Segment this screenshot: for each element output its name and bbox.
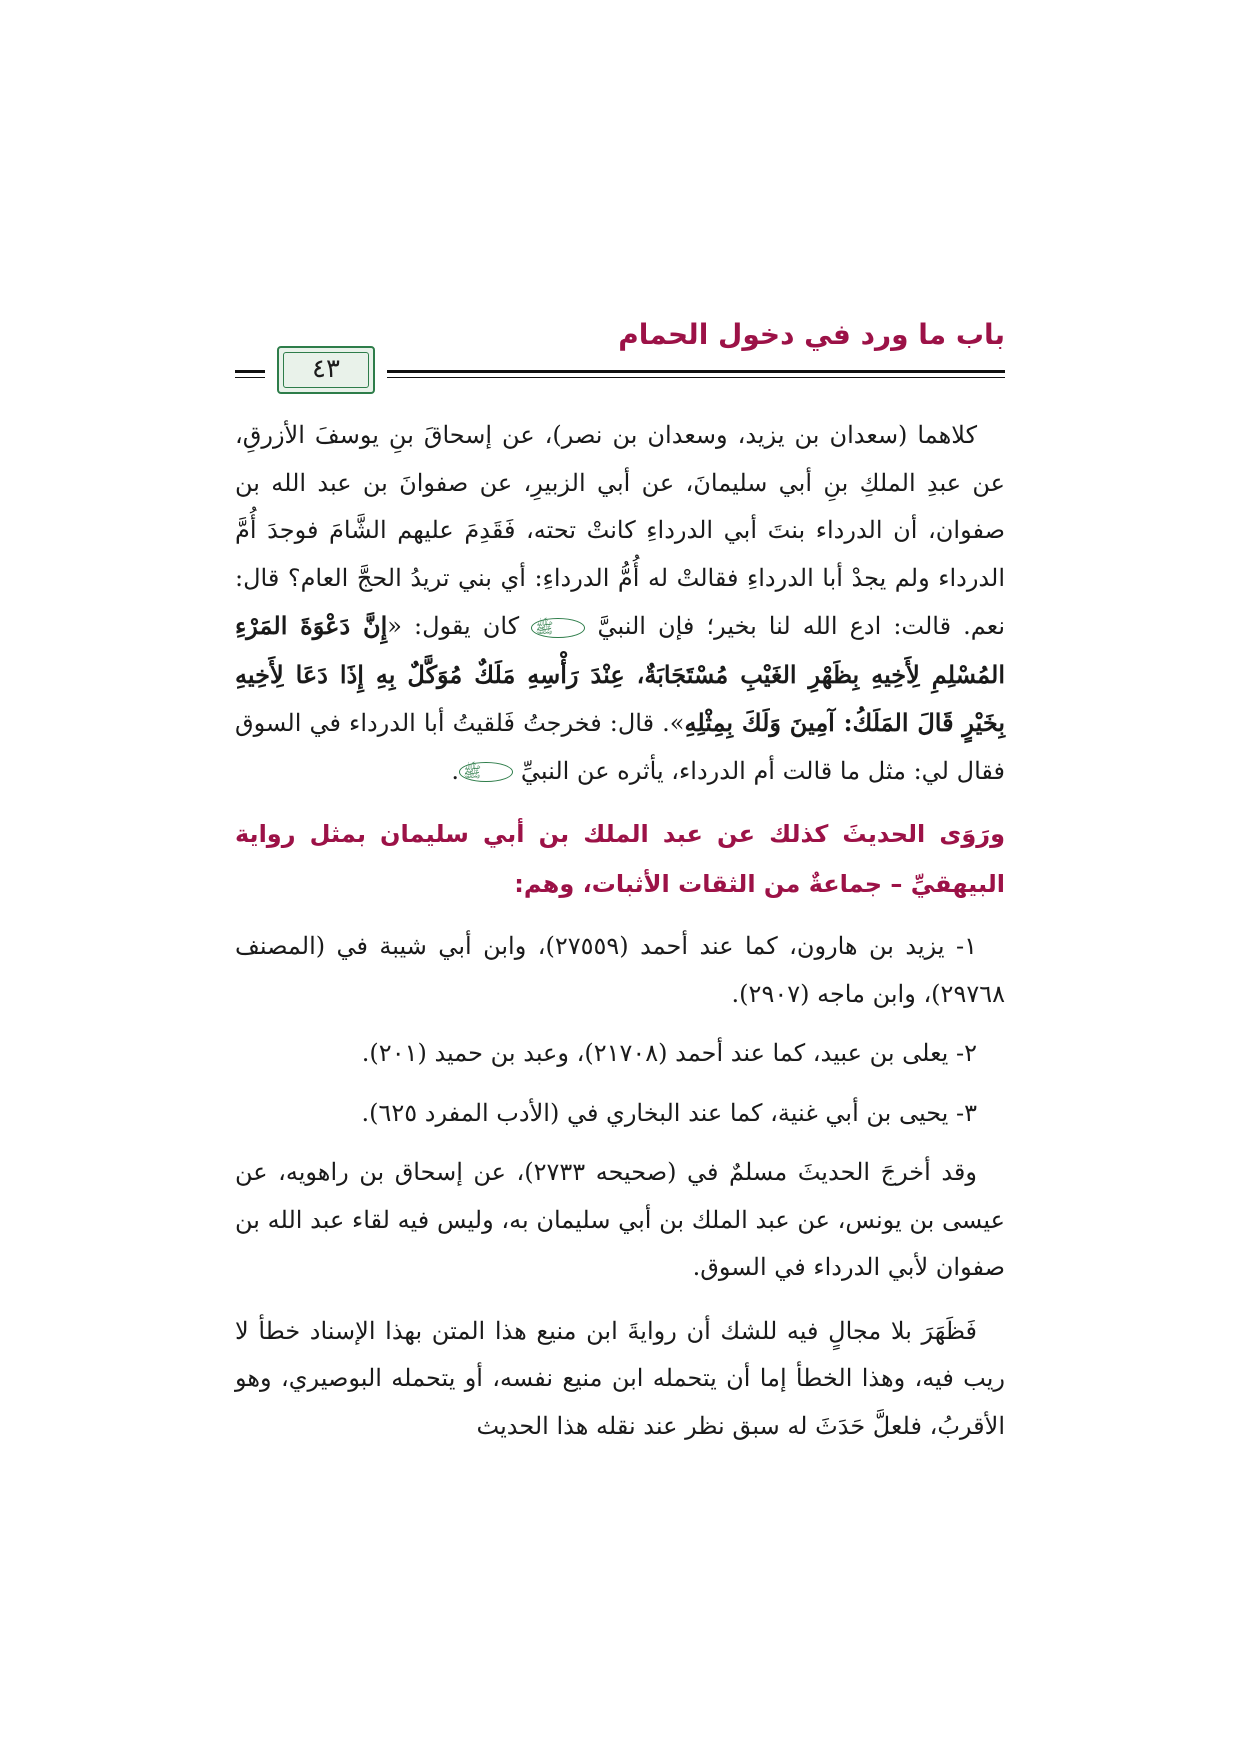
salawat-icon: ﷺ <box>531 618 585 638</box>
page-number-frame <box>277 346 375 394</box>
list-item: ٢- يعلى بن عبيد، كما عند أحمد (٢١٧٠٨)، وعبد بن حميد (٢٠١). <box>361 1039 977 1067</box>
page-number: ٤٣ <box>312 354 340 384</box>
hadith-intro: كان يقول: « <box>387 612 520 640</box>
isnad-continuation: ». قال: فخرجتُ فَلقيتُ أبا الدرداء في السوق فقال لي: مثل ما قالت أم الدرداء، يأثره عن النبيِّ <box>235 709 1005 785</box>
section-heading: ورَوَى الحديثَ كذلك عن عبد الملك بن أبي سليمان بمثل رواية البيهقيِّ – جماعةٌ من الثقات الأثبات، وهم: <box>235 820 1005 898</box>
page-body <box>235 412 1005 1450</box>
paragraph-conclusion: فَظَهَرَ بلا مجالٍ فيه للشك أن روايةَ ابن منيع هذا المتن بهذا الإسناد خطأ لا ريب فيه، وهذا الخطأ إما أن يتحمله ابن منيع نفسه، أو يتحمله البوصيري، وهو الأقربُ، فلعلَّ حَدَثَ له سبق نظر عند نقله هذا الحديث <box>235 1316 1005 1440</box>
salawat-icon: ﷺ <box>459 762 513 782</box>
paragraph-isnad <box>235 412 1005 795</box>
header-rule-right <box>387 370 1005 373</box>
isnad-text: كلاهما (سعدان بن يزيد، وسعدان بن نصر)، عن إسحاقَ بنِ يوسفَ الأزرقِ، عن عبدِ الملكِ بنِ أبي سليمانَ، عن أبي الزبيرِ، عن صفوانَ بن عبد الله بن صفوان، أن الدرداء بنتَ أبي الدرداءِ كانتْ تحته، فَقَدِمَ عليهم الشَّامَ فوجدَ أُمَّ الدرداء ولم يجدْ أبا الدرداءِ فقالتْ له أُمُّ الدرداءِ: أي بني تريدُ الحجَّ العام؟ قال: نعم. قالت: ادع الله لنا بخير؛ فإن النبيَّ <box>235 421 1006 640</box>
page-header <box>235 318 1005 398</box>
chapter-title: باب ما ورد في دخول الحمام <box>618 318 1005 351</box>
paragraph-end: . <box>451 756 460 785</box>
paragraph-muslim: وقد أخرجَ الحديثَ مسلمٌ في (صحيحه ٢٧٣٣)، عن إسحاق بن راهويه، عن عيسى بن يونس، عن عبد الملك بن أبي سليمان به، وليس فيه لقاء عبد الله بن صفوان لأبي الدرداء في السوق. <box>235 1158 1005 1281</box>
list-item: ١- يزيد بن هارون، كما عند أحمد (٢٧٥٥٩)، وابن أبي شيبة في (المصنف ٢٩٧٦٨)، وابن ماجه (٢٩٠٧). <box>235 932 1005 1008</box>
list-item: ٣- يحيى بن أبي غنية، كما عند البخاري في (الأدب المفرد ٦٢٥). <box>361 1098 977 1127</box>
hadith-text: إِنَّ دَعْوَةَ المَرْءِ المُسْلِمِ لِأَخِيهِ بِظَهْرِ الغَيْبِ مُسْتَجَابَةٌ، عِنْدَ رَأْسِهِ مَلَكٌ مُوَكَّلٌ بِهِ إِذَا دَعَا لِأَخِيهِ بِخَيْرٍ قَالَ المَلَكُ: آمِينَ وَلَكَ بِمِثْلِهِ <box>235 611 1005 737</box>
header-rule-left <box>235 370 265 373</box>
